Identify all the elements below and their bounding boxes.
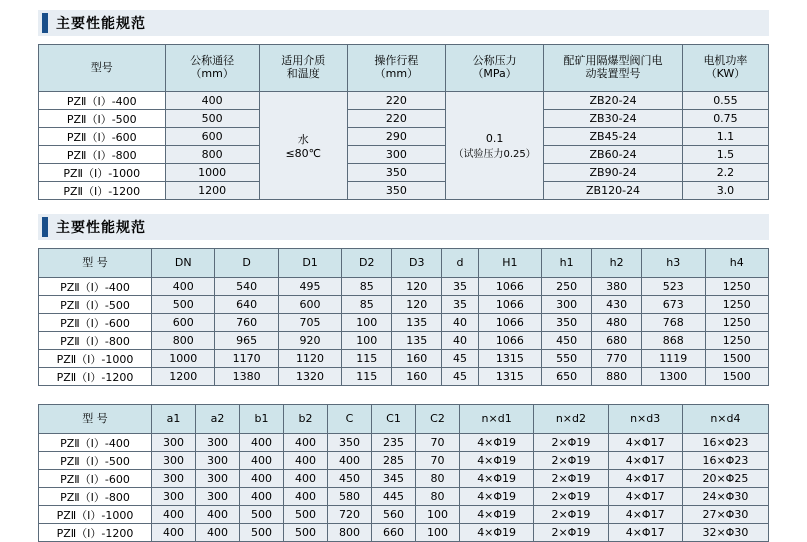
cell-value: 500 (240, 506, 284, 524)
cell-value: 450 (542, 332, 592, 350)
col-header-stroke-line2: （mm） (374, 67, 419, 80)
cell-value: 40 (442, 332, 479, 350)
cell-value: 560 (372, 506, 416, 524)
cell-medium-line2: ≤80℃ (285, 147, 322, 160)
table-row (39, 332, 769, 350)
col-header-b2: b2 (284, 405, 328, 434)
cell-model: PZⅡ（Ⅰ）-400 (39, 434, 152, 452)
cell-value: 300 (542, 296, 592, 314)
col-header-d2: D2 (342, 249, 392, 278)
col-header-model: 型 号 (39, 249, 152, 278)
cell-value: 4×Φ17 (608, 452, 682, 470)
section-heading-2 (38, 214, 769, 240)
cell-value: 400 (152, 278, 215, 296)
cell-value: 235 (372, 434, 416, 452)
cell-device: ZB45-24 (544, 128, 683, 146)
col-header-d-small: d (442, 249, 479, 278)
cell-value: 80 (416, 488, 460, 506)
cell-model: PZⅡ（Ⅰ）-800 (39, 146, 166, 164)
table-header-row (39, 45, 769, 92)
col-header-nd3: n×d3 (608, 405, 682, 434)
cell-value: 100 (416, 506, 460, 524)
cell-value: 1250 (705, 296, 769, 314)
cell-value: 135 (392, 314, 442, 332)
cell-value: 450 (328, 470, 372, 488)
cell-value: 673 (642, 296, 705, 314)
cell-value: 115 (342, 368, 392, 386)
cell-value: 350 (542, 314, 592, 332)
cell-value: 720 (328, 506, 372, 524)
cell-value: 1000 (152, 350, 215, 368)
cell-device: ZB120-24 (544, 182, 683, 200)
cell-value: 4×Φ19 (460, 488, 534, 506)
cell-value: 100 (342, 314, 392, 332)
cell-value: 400 (240, 488, 284, 506)
cell-value: 160 (392, 368, 442, 386)
cell-stroke: 220 (347, 110, 445, 128)
cell-value: 600 (278, 296, 341, 314)
cell-model: PZⅡ（Ⅰ）-500 (39, 452, 152, 470)
cell-value: 400 (284, 470, 328, 488)
cell-value: 430 (592, 296, 642, 314)
cell-value: 400 (328, 452, 372, 470)
cell-pressure-line2: （试验压力0.25） (453, 148, 536, 160)
cell-value: 20×Φ25 (682, 470, 768, 488)
cell-model: PZⅡ（Ⅰ）-500 (39, 296, 152, 314)
cell-dn: 800 (165, 146, 259, 164)
cell-dn: 400 (165, 92, 259, 110)
cell-value: 580 (328, 488, 372, 506)
cell-value: 400 (284, 488, 328, 506)
cell-dn: 1200 (165, 182, 259, 200)
cell-value: 380 (592, 278, 642, 296)
col-header-actuator-line1: 配矿用隔爆型阀门电 (563, 54, 663, 68)
cell-value: 300 (152, 452, 196, 470)
cell-value: 500 (284, 506, 328, 524)
col-header-nominal-diameter (165, 45, 259, 92)
table-header-row (39, 405, 769, 434)
cell-model: PZⅡ（Ⅰ）-1000 (39, 350, 152, 368)
cell-value: 4×Φ19 (460, 506, 534, 524)
cell-value: 45 (442, 368, 479, 386)
cell-value: 1119 (642, 350, 705, 368)
col-header-d1: D1 (278, 249, 341, 278)
cell-value: 115 (342, 350, 392, 368)
cell-value: 300 (196, 470, 240, 488)
cell-model: PZⅡ（Ⅰ）-1200 (39, 182, 166, 200)
dimension-table-2 (38, 404, 769, 542)
cell-value: 80 (416, 470, 460, 488)
col-header-h2: h2 (592, 249, 642, 278)
table-row (39, 128, 769, 146)
cell-model: PZⅡ（Ⅰ）-500 (39, 110, 166, 128)
col-header-nd2: n×d2 (534, 405, 608, 434)
cell-value: 650 (542, 368, 592, 386)
cell-value: 16×Φ23 (682, 434, 768, 452)
cell-value: 300 (196, 488, 240, 506)
cell-value: 300 (196, 434, 240, 452)
col-header-nd4: n×d4 (682, 405, 768, 434)
cell-value: 160 (392, 350, 442, 368)
cell-value: 85 (342, 296, 392, 314)
cell-value: 495 (278, 278, 341, 296)
spec-table-main (38, 44, 769, 200)
col-header-d3: D3 (392, 249, 442, 278)
cell-value: 4×Φ19 (460, 524, 534, 542)
table-row (39, 296, 769, 314)
cell-value: 24×Φ30 (682, 488, 768, 506)
col-header-b1: b1 (240, 405, 284, 434)
cell-value: 800 (328, 524, 372, 542)
col-header-pressure-line2: （MPa） (472, 67, 517, 80)
cell-value: 300 (152, 434, 196, 452)
col-header-h1cap: H1 (478, 249, 541, 278)
cell-value: 880 (592, 368, 642, 386)
cell-value: 2×Φ19 (534, 506, 608, 524)
cell-value: 32×Φ30 (682, 524, 768, 542)
table-header-row (39, 249, 769, 278)
heading-accent-bar (42, 13, 48, 33)
cell-value: 27×Φ30 (682, 506, 768, 524)
cell-value: 120 (392, 278, 442, 296)
col-header-medium-temperature (259, 45, 347, 92)
table-row (39, 434, 769, 452)
cell-value: 1250 (705, 314, 769, 332)
table-row (39, 164, 769, 182)
cell-value: 400 (240, 434, 284, 452)
cell-value: 768 (642, 314, 705, 332)
cell-value: 480 (592, 314, 642, 332)
cell-value: 400 (152, 506, 196, 524)
table-row (39, 524, 769, 542)
cell-value: 1066 (478, 332, 541, 350)
cell-value: 120 (392, 296, 442, 314)
cell-value: 100 (342, 332, 392, 350)
cell-power: 0.55 (682, 92, 768, 110)
table-row (39, 146, 769, 164)
cell-value: 868 (642, 332, 705, 350)
cell-value: 4×Φ19 (460, 470, 534, 488)
cell-value: 540 (215, 278, 278, 296)
cell-value: 1315 (478, 368, 541, 386)
cell-value: 4×Φ19 (460, 452, 534, 470)
col-header-pressure-line1: 公称压力 (472, 54, 517, 68)
cell-value: 4×Φ19 (460, 434, 534, 452)
cell-value: 400 (152, 524, 196, 542)
col-header-c1: C1 (372, 405, 416, 434)
cell-value: 40 (442, 314, 479, 332)
col-header-model (39, 45, 166, 92)
col-header-actuator-model (544, 45, 683, 92)
cell-value: 345 (372, 470, 416, 488)
cell-value: 4×Φ17 (608, 506, 682, 524)
cell-value: 1120 (278, 350, 341, 368)
cell-value: 70 (416, 452, 460, 470)
cell-value: 400 (284, 452, 328, 470)
cell-medium-line1: 水 (297, 133, 309, 146)
cell-value: 4×Φ17 (608, 470, 682, 488)
cell-value: 1200 (152, 368, 215, 386)
col-header-dn: DN (152, 249, 215, 278)
cell-value: 1380 (215, 368, 278, 386)
cell-value: 1170 (215, 350, 278, 368)
document-page (0, 10, 807, 540)
cell-model: PZⅡ（Ⅰ）-400 (39, 92, 166, 110)
table-row (39, 350, 769, 368)
cell-value: 500 (284, 524, 328, 542)
table-row (39, 278, 769, 296)
cell-model: PZⅡ（Ⅰ）-1000 (39, 506, 152, 524)
cell-value: 523 (642, 278, 705, 296)
cell-value: 640 (215, 296, 278, 314)
cell-pressure-merged (445, 92, 543, 200)
cell-value: 70 (416, 434, 460, 452)
col-header-stroke-line1: 操作行程 (374, 54, 419, 68)
col-header-model-line1: 型号 (90, 60, 113, 74)
cell-value: 1315 (478, 350, 541, 368)
table-row (39, 506, 769, 524)
cell-value: 400 (240, 452, 284, 470)
cell-model: PZⅡ（Ⅰ）-400 (39, 278, 152, 296)
col-header-h1: h1 (542, 249, 592, 278)
cell-dn: 500 (165, 110, 259, 128)
col-header-c: C (328, 405, 372, 434)
col-header-d: D (215, 249, 278, 278)
cell-value: 1250 (705, 278, 769, 296)
cell-value: 4×Φ17 (608, 434, 682, 452)
cell-value: 85 (342, 278, 392, 296)
cell-dn: 600 (165, 128, 259, 146)
cell-power: 1.5 (682, 146, 768, 164)
cell-value: 4×Φ17 (608, 524, 682, 542)
table-row (39, 368, 769, 386)
table-row (39, 470, 769, 488)
cell-value: 2×Φ19 (534, 452, 608, 470)
col-header-h4: h4 (705, 249, 769, 278)
cell-value: 250 (542, 278, 592, 296)
cell-value: 400 (284, 434, 328, 452)
cell-device: ZB30-24 (544, 110, 683, 128)
cell-model: PZⅡ（Ⅰ）-1000 (39, 164, 166, 182)
col-header-medium-line1: 适用介质 (281, 54, 326, 68)
cell-power: 1.1 (682, 128, 768, 146)
cell-value: 680 (592, 332, 642, 350)
cell-value: 4×Φ17 (608, 488, 682, 506)
cell-value: 2×Φ19 (534, 488, 608, 506)
cell-value: 500 (152, 296, 215, 314)
section-title-2: 主要性能规范 (56, 220, 146, 236)
cell-value: 760 (215, 314, 278, 332)
table-row (39, 314, 769, 332)
heading-accent-bar (42, 217, 48, 237)
cell-value: 500 (240, 524, 284, 542)
cell-device: ZB60-24 (544, 146, 683, 164)
col-header-medium-line2: 和温度 (286, 67, 320, 80)
cell-value: 600 (152, 314, 215, 332)
cell-value: 45 (442, 350, 479, 368)
cell-value: 350 (328, 434, 372, 452)
col-header-power-line2: （KW） (705, 67, 746, 80)
col-header-nominal-pressure (445, 45, 543, 92)
cell-value: 2×Φ19 (534, 434, 608, 452)
col-header-h3: h3 (642, 249, 705, 278)
cell-model: PZⅡ（Ⅰ）-1200 (39, 524, 152, 542)
cell-model: PZⅡ（Ⅰ）-800 (39, 332, 152, 350)
cell-value: 800 (152, 332, 215, 350)
cell-value: 300 (196, 452, 240, 470)
table-row (39, 488, 769, 506)
cell-model: PZⅡ（Ⅰ）-800 (39, 488, 152, 506)
table-row (39, 452, 769, 470)
cell-value: 660 (372, 524, 416, 542)
col-header-model: 型 号 (39, 405, 152, 434)
cell-value: 1066 (478, 314, 541, 332)
cell-value: 300 (152, 488, 196, 506)
col-header-nominal-diameter-line2: （mm） (190, 67, 234, 80)
cell-model: PZⅡ（Ⅰ）-600 (39, 470, 152, 488)
cell-dn: 1000 (165, 164, 259, 182)
cell-device: ZB20-24 (544, 92, 683, 110)
section-heading-1 (38, 10, 769, 36)
cell-power: 3.0 (682, 182, 768, 200)
cell-stroke: 290 (347, 128, 445, 146)
cell-value: 1320 (278, 368, 341, 386)
cell-model: PZⅡ（Ⅰ）-600 (39, 128, 166, 146)
cell-value: 445 (372, 488, 416, 506)
col-header-a2: a2 (196, 405, 240, 434)
cell-value: 285 (372, 452, 416, 470)
cell-value: 1300 (642, 368, 705, 386)
col-header-nominal-diameter-line1: 公称通径 (190, 54, 235, 68)
cell-stroke: 350 (347, 164, 445, 182)
cell-device: ZB90-24 (544, 164, 683, 182)
cell-value: 1500 (705, 350, 769, 368)
cell-model: PZⅡ（Ⅰ）-600 (39, 314, 152, 332)
cell-value: 35 (442, 296, 479, 314)
col-header-power-line1: 电机功率 (703, 54, 748, 68)
table-row (39, 92, 769, 110)
col-header-actuator-line2: 动装置型号 (585, 67, 641, 80)
cell-value: 400 (196, 506, 240, 524)
cell-value: 2×Φ19 (534, 524, 608, 542)
cell-value: 35 (442, 278, 479, 296)
cell-power: 0.75 (682, 110, 768, 128)
cell-value: 100 (416, 524, 460, 542)
col-header-motor-power (682, 45, 768, 92)
cell-value: 1500 (705, 368, 769, 386)
cell-value: 400 (240, 470, 284, 488)
cell-value: 1250 (705, 332, 769, 350)
cell-value: 1066 (478, 278, 541, 296)
table-row (39, 110, 769, 128)
cell-model: PZⅡ（Ⅰ）-1200 (39, 368, 152, 386)
dimension-table-1 (38, 248, 769, 386)
cell-value: 920 (278, 332, 341, 350)
cell-value: 1066 (478, 296, 541, 314)
cell-value: 135 (392, 332, 442, 350)
cell-medium-merged (259, 92, 347, 200)
col-header-a1: a1 (152, 405, 196, 434)
cell-value: 2×Φ19 (534, 470, 608, 488)
cell-power: 2.2 (682, 164, 768, 182)
cell-pressure-line1: 0.1 (485, 131, 504, 145)
cell-value: 550 (542, 350, 592, 368)
cell-stroke: 350 (347, 182, 445, 200)
col-header-nd1: n×d1 (460, 405, 534, 434)
cell-value: 400 (196, 524, 240, 542)
col-header-stroke (347, 45, 445, 92)
cell-value: 705 (278, 314, 341, 332)
cell-value: 965 (215, 332, 278, 350)
table-row (39, 182, 769, 200)
col-header-c2: C2 (416, 405, 460, 434)
section-title-1: 主要性能规范 (56, 16, 146, 32)
cell-stroke: 220 (347, 92, 445, 110)
cell-value: 300 (152, 470, 196, 488)
cell-value: 16×Φ23 (682, 452, 768, 470)
cell-stroke: 300 (347, 146, 445, 164)
cell-value: 770 (592, 350, 642, 368)
